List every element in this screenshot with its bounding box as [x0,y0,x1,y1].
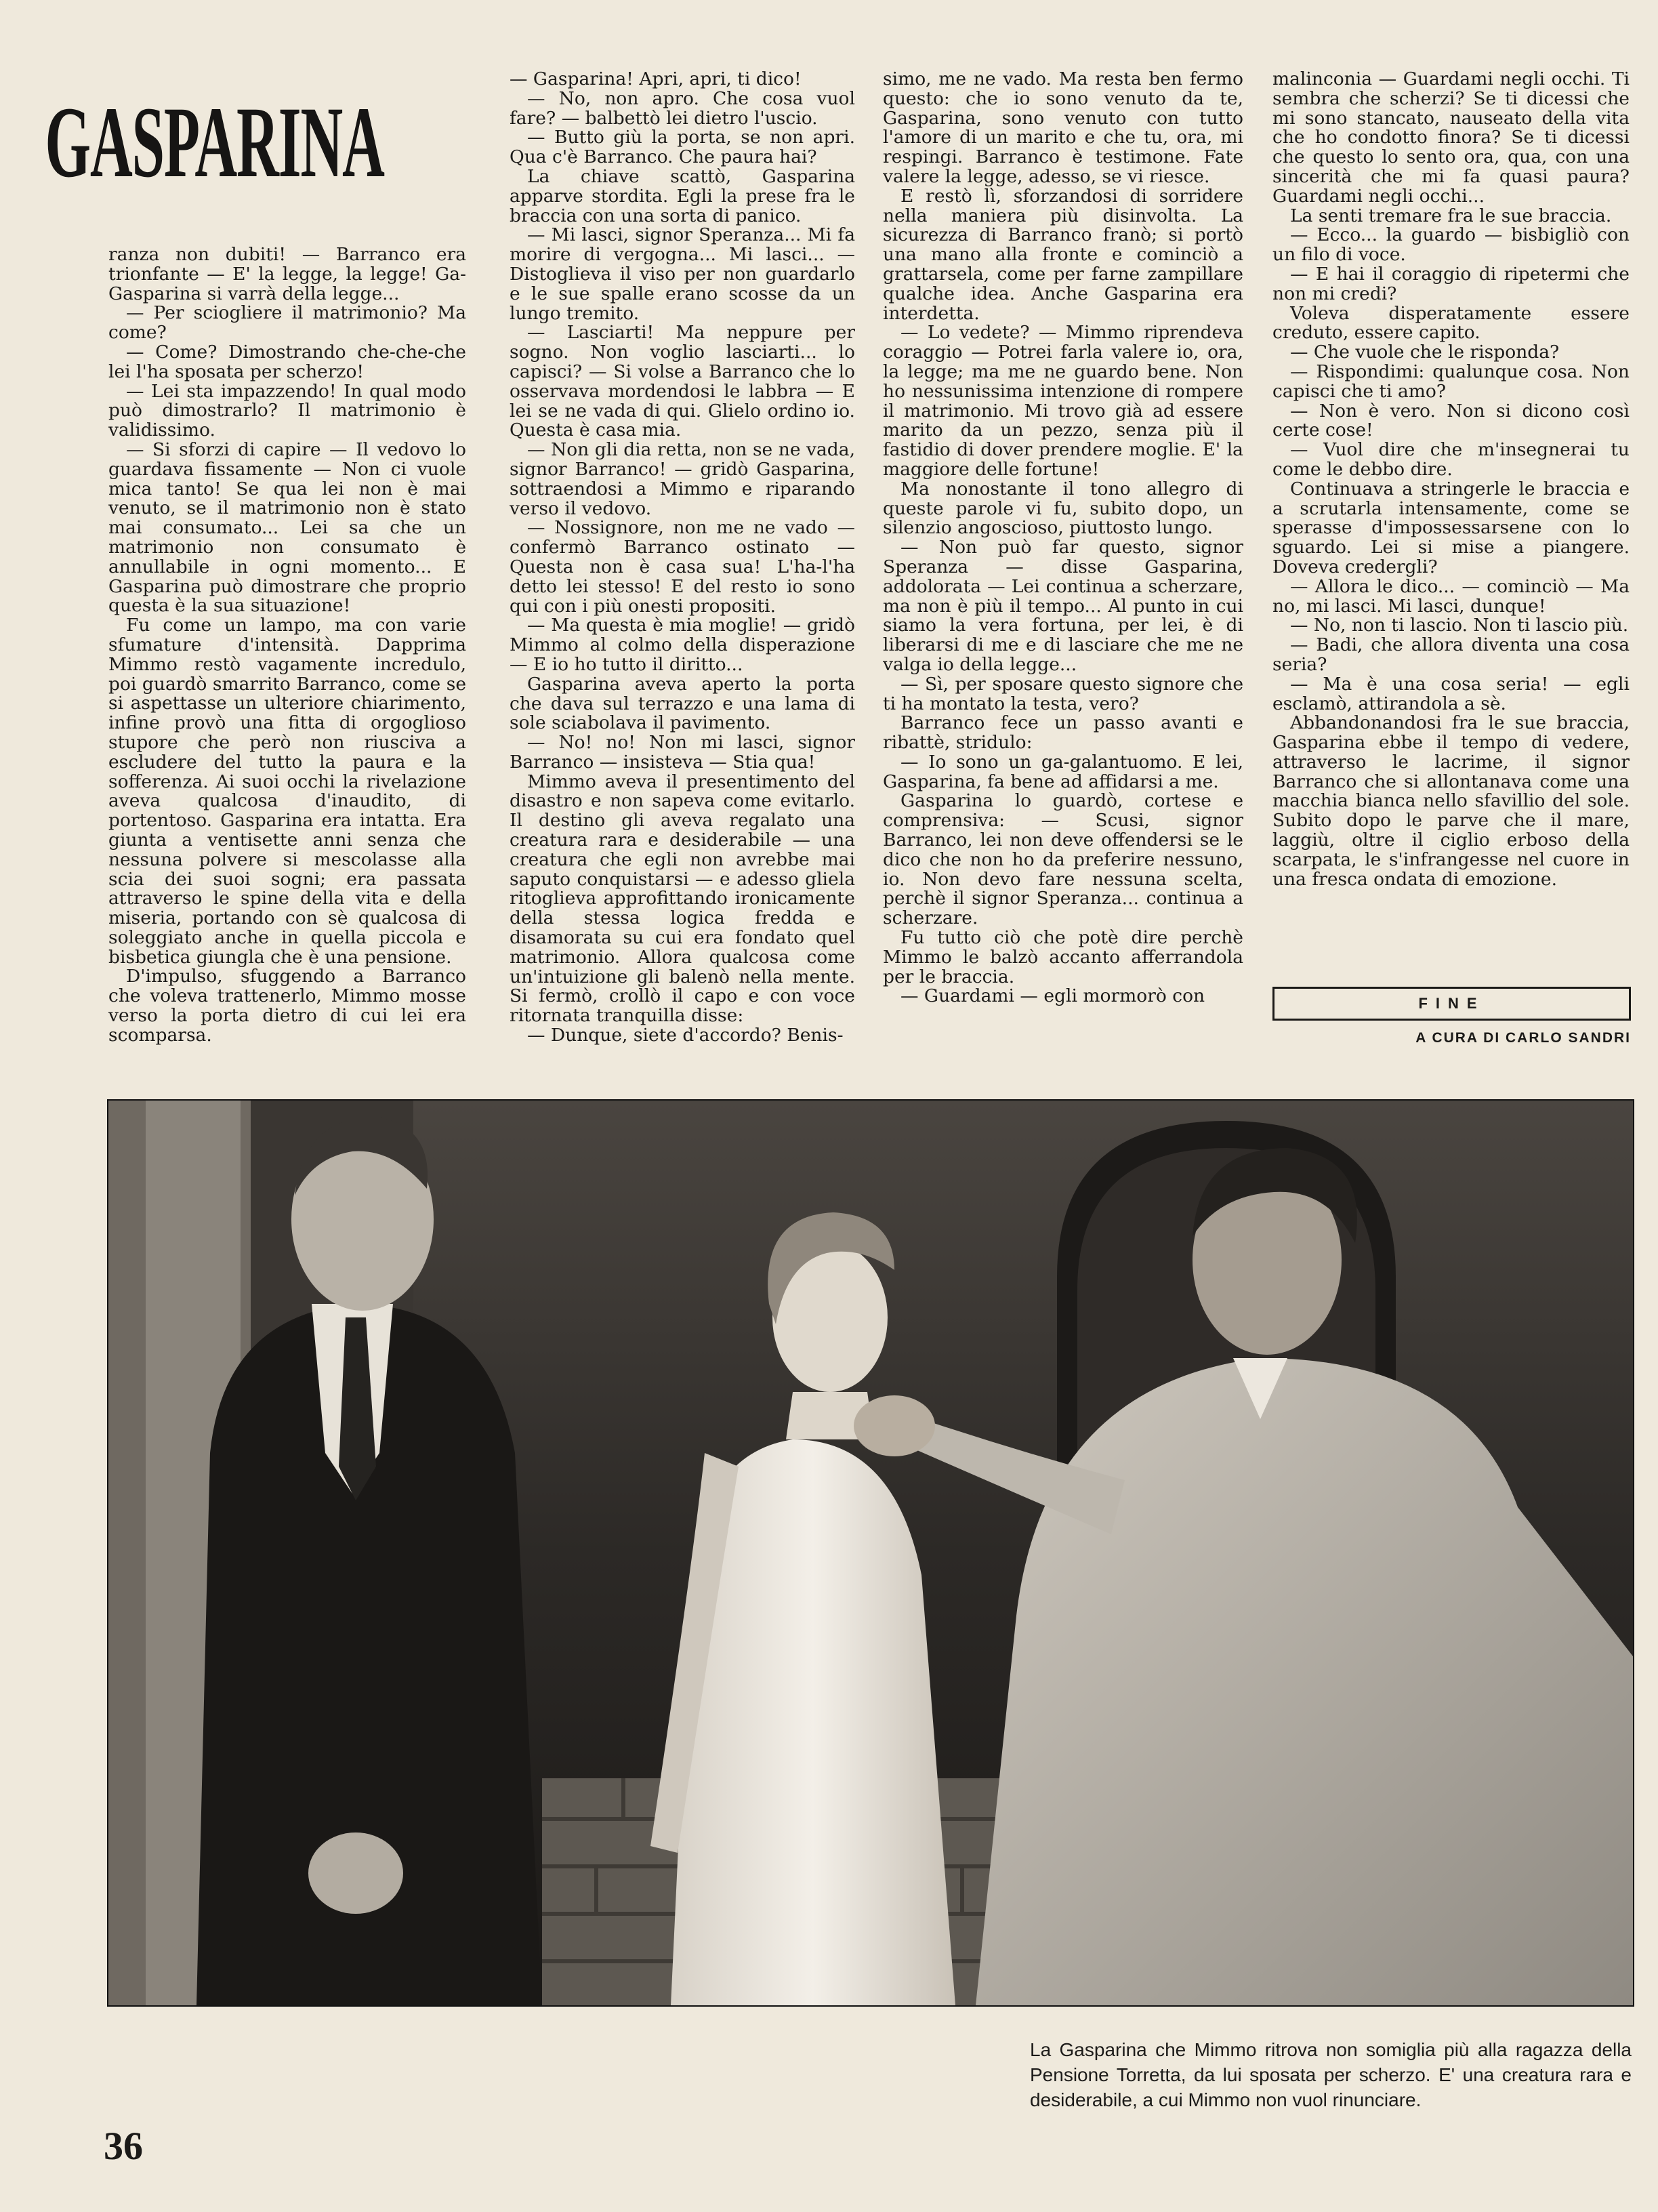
article-paragraph: — Si sforzi di capire — Il vedovo lo guardava fissamente — Non ci vuole mica tanto! Se qua lei non è mai venuto, se il matrimonio non è stato mai consumato... Lei sa che un matrimonio non consumato è annullabile in ogni momento... E Gasparina può dimostrare che proprio questa è la sua situazione! [108,438,466,617]
article-paragraph: — Butto giù la porta, se non apri. Qua c'è Barranco. Che paura hai? [510,127,855,168]
article-paragraph: Mimmo aveva il presentimento del disastro e non sapeva come evitarlo. Il destino gli aveva regalato una creatura rara e desiderabile — una creatura che egli non avrebbe mai saputo conquistarsi — e adesso gliela ritoglieva approfittando ironicamente della stessa logica fredda e disamorata su cui era fondato quel matrimonio. Allora qualcosa come un'intuizione gli balenò nella mente. Si fermò, crollò il capo e con voce ritornata tranquilla disse: [510,771,855,1027]
scene-photo-illustration [108,1101,1633,2005]
article-paragraph: — No, non apro. Che cosa vuol fare? — balbettò lei dietro l'uscio. [510,87,855,129]
end-label: FINE [1418,995,1485,1012]
article-paragraph: Continuava a stringerle le braccia e a scrutarla intensamente, come se sperasse d'impossessarsene con lo sguardo. Lei si mise a piangere. Doveva credergli? [1272,478,1630,577]
article-paragraph: — Ma è una cosa seria! — egli esclamò, attirandola a sè. [1272,673,1630,714]
article-paragraph: — No, non ti lascio. Non ti lascio più. [1290,615,1629,636]
article-paragraph: Ma nonostante il tono allegro di queste parole vi fu, subito dopo, un silenzio angoscioso, piuttosto lungo. [883,478,1243,539]
article-paragraph: — Come? Dimostrando che-che-che lei l'ha sposata per scherzo! [108,341,466,382]
article-paragraph: Voleva disperatamente essere creduto, essere capito. [1272,302,1630,344]
article-paragraph: — Non è vero. Non si dicono così certe cose! [1272,400,1630,441]
page-number: 36 [104,2124,143,2168]
article-paragraph: malinconia — Guardami negli occhi. Ti sembra che scherzi? Se ti dicessi che mi sono stancato, nauseato della vita che ho condotto finora? Se ti dicessi che questo lo sento ora, qua, con una sincerità che mi fa quasi paura? Guardami negli occhi... [1272,70,1630,207]
article-paragraph: — Dunque, siete d'accordo? Benis- [527,1025,844,1046]
article-paragraph: — Allora le dico... — cominciò — Ma no, mi lasci. Mi lasci, dunque! [1272,575,1630,617]
article-paragraph: La senti tremare fra le sue braccia. [1290,205,1612,226]
article-paragraph: — Vuol dire che m'insegnerai tu come le debbo dire. [1272,439,1630,480]
article-paragraph: La chiave scattò, Gasparina apparve stordita. Egli la prese fra le braccia con una sorta di panico. [510,165,855,226]
end-marker [1272,987,1631,1021]
article-paragraph: — Lei sta impazzendo! In qual modo può dimostrarlo? Il matrimonio è validissimo. [108,380,466,441]
article-paragraph: — Badi, che allora diventa una cosa seria? [1272,634,1630,675]
article-paragraph: — Che vuole che le risponda? [1290,342,1560,363]
article-paragraph: E restò lì, sforzandosi di sorridere nella maniera più disinvolta. La sicurezza di Barranco franò; si portò una mano alla fronte e cominciò a grattarsela, come per farne zampillare qualche idea. Anche Gasparina era interdetta. [883,185,1243,324]
article-paragraph: — Mi lasci, signor Speranza... Mi fa morire di vergogna... Mi lasci... — Distoglieva il viso per non guardarlo e le sue spalle erano scosse da un lungo tremito. [510,224,855,324]
text-column-3 [883,70,1243,1056]
article-title: GASPARINA [45,86,384,199]
article-paragraph: — Io sono un ga-galantuomo. E lei, Gasparina, fa bene ad affidarsi a me. [883,751,1243,792]
article-paragraph: Fu tutto ciò che potè dire perchè Mimmo le balzò accanto afferrandola per le braccia. [883,927,1243,987]
article-credit: A CURA DI CARLO SANDRI [1415,1030,1631,1046]
scene-photo [107,1099,1634,2007]
article-paragraph: — No! no! Non mi lasci, signor Barranco — insisteva — Stia qua! [510,732,855,773]
article-paragraph: — Non può far questo, signor Speranza — disse Gasparina, addolorata — Lei continua a scherzare, ma non è più il tempo... Al punto in cui siamo la vera fortuna, per lei, è di liberarsi di me e di lasciare che me ne valga io della legge... [883,537,1243,675]
article-paragraph: — Ma questa è mia moglie! — gridò Mimmo al colmo della disperazione — E io ho tutto il diritto... [510,615,855,675]
article-paragraph: Gasparina aveva aperto la porta che dava sul terrazzo e una lama di sole sciabolava il pavimento. [510,673,855,734]
text-column-4 [1272,70,1630,971]
article-paragraph: — Sì, per sposare questo signore che ti ha montato la testa, vero? [883,673,1243,714]
article-paragraph: Gasparina lo guardò, cortese e comprensiva: — Scusi, signor Barranco, lei non deve offendersi se le dico che non ho da preferire nessuno, io. Non devo fare nessuna scelta, perchè il signor Speranza... continua a scherzare. [883,790,1243,929]
article-paragraph: Barranco fece un passo avanti e ribattè, stridulo: [883,712,1243,754]
article-paragraph: — Guardami — egli mormorò con [900,985,1205,1007]
article-paragraph: — E hai il coraggio di ripetermi che non mi credi? [1272,263,1630,304]
article-paragraph: D'impulso, sfuggendo a Barranco che voleva trattenerlo, Mimmo mosse verso la porta dietro di cui lei era scomparsa. [108,966,466,1046]
article-paragraph: — Lo vedete? — Mimmo riprendeva coraggio — Potrei farla valere io, ora, la legge; ma me ne guardo bene. Non ho nessunissima intenzione di rompere il matrimonio. Mi trovo già ad essere marito da un pezzo, senza più il fastidio di dover prendere moglie. E' la maggiore delle fortune! [883,322,1243,480]
article-paragraph: — Rispondimi: qualunque cosa. Non capisci che ti amo? [1272,361,1630,402]
article-paragraph: — Nossignore, non me ne vado — confermò Barranco ostinato — Questa non è casa sua! L'ha-l'ha detto lei stesso! E del resto io sono qui con i più onesti propositi. [510,517,855,617]
article-paragraph: — Non gli dia retta, non se ne vada, signor Barranco! — gridò Gasparina, sottraendosi a Mimmo e riparando verso il vedovo. [510,439,855,519]
photo-caption: La Gasparina che Mimmo ritrova non somiglia più alla ragazza della Pensione Torretta, da lui sposata per scherzo. E' una creatura rara e desiderabile, a cui Mimmo non vuol rinunciare. [1030,2039,1632,2110]
text-column-2 [510,70,855,1056]
article-paragraph: — Gasparina! Apri, apri, ti dico! [510,70,802,89]
text-column-1 [108,245,466,1055]
article-paragraph: — Ecco... la guardo — bisbigliò con un filo di voce. [1272,224,1630,266]
article-paragraph: ranza non dubiti! — Barranco era trionfante — E' la legge, la legge! Ga-Gasparina si varrà della legge... [108,245,466,304]
article-paragraph: Fu come un lampo, ma con varie sfumature d'intensità. Dapprima Mimmo restò vagamente incredulo, poi guardò smarrito Barranco, come se si aspettasse un ulteriore chiarimento, infine provò una fitta di orgoglioso stupore che però non riusciva a escludere del tutto la paura e la sofferenza. Ai suoi occhi la rivelazione aveva qualcosa d'inaudito, di portentoso. Gasparina era intatta. Era giunta a ventisette anni senza che nessuna polvere si mescolasse alla scia dei suoi sogni; era passata attraverso le spine della vita e della miseria, portando con sè qualcosa di soleggiato anche in quella piccola e bisbetica giungla che è una pensione. [108,615,466,968]
article-paragraph: simo, me ne vado. Ma resta ben fermo questo: che io sono venuto da te, Gasparina, sono venuto con tutto l'amore di un marito e che tu, ora, mi respingi. Barranco è testimone. Fate valere la legge, adesso, se vi riesce. [883,70,1243,187]
article-paragraph: — Per sciogliere il matrimonio? Ma come? [108,302,466,344]
article-paragraph: Abbandonandosi fra le sue braccia, Gasparina ebbe il tempo di vedere, attraverso le lacrime, il signor Barranco che si allontanava come una macchia bianca nello sfavillio del sole. Subito dopo le parve che il mare, laggiù, oltre il ciglio erboso della scarpata, le s'infrangesse nel cuore in una fresca ondata di emozione. [1272,712,1630,890]
article-paragraph: — Lasciarti! Ma neppure per sogno. Non voglio lasciarti... lo capisci? — Si volse a Barranco che lo osservava mordendosi le labbra — E lei se ne vada di qui. Glielo ordino io. Questa è casa mia. [510,322,855,441]
